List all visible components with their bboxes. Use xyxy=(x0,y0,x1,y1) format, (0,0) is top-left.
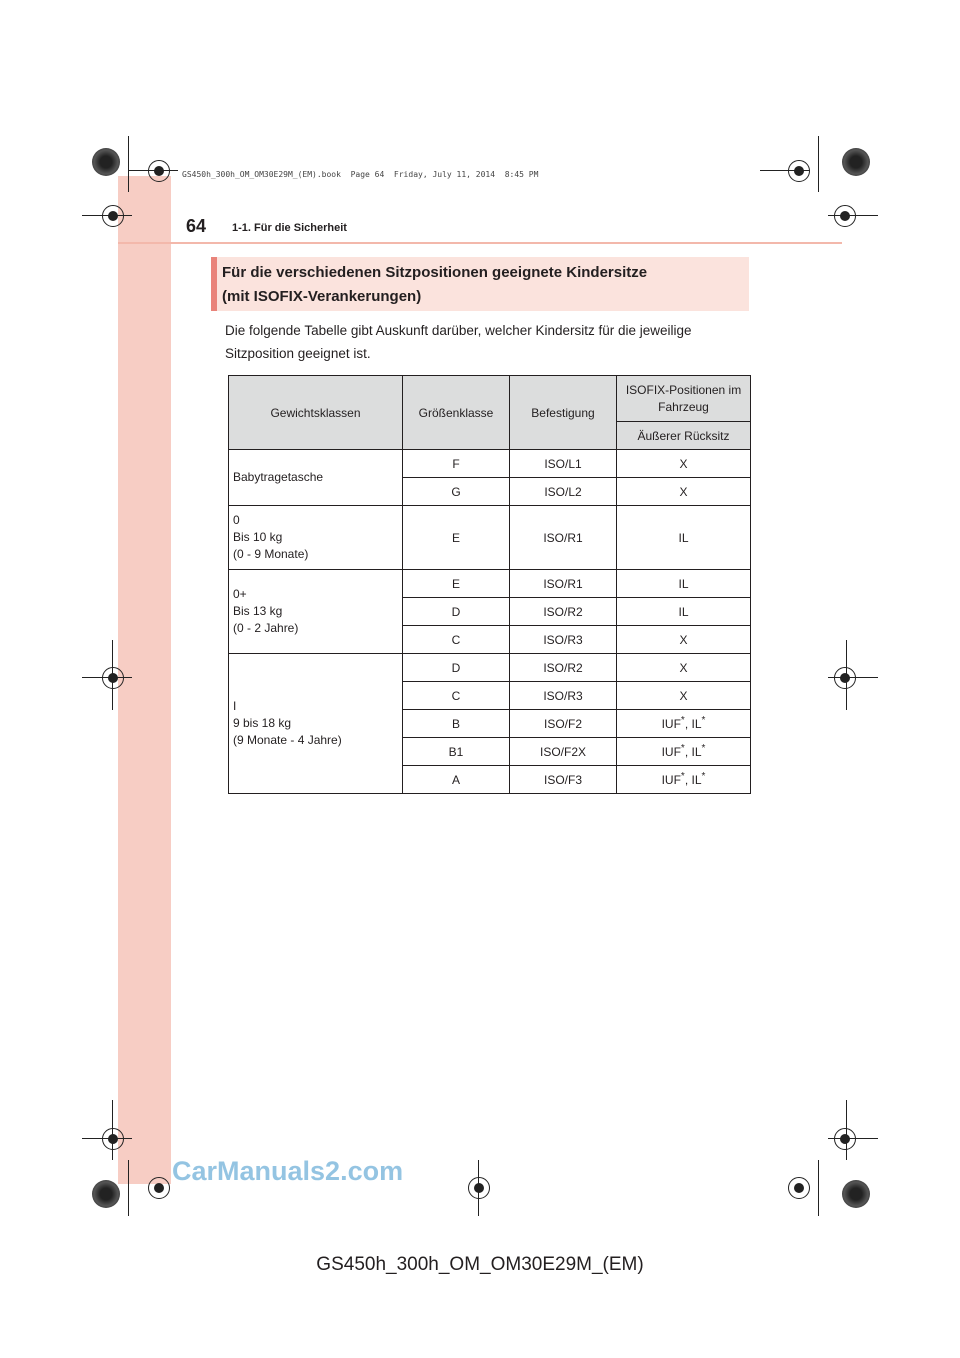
crosshair-icon xyxy=(788,160,810,182)
heading-line-2: (mit ISOFIX-Verankerungen) xyxy=(222,288,422,305)
fixture-cell: ISO/L2 xyxy=(510,478,617,506)
crop-mark xyxy=(82,677,132,678)
crop-mark xyxy=(128,170,178,171)
crosshair-icon xyxy=(834,1128,856,1150)
crosshair-icon xyxy=(468,1177,490,1199)
suitability-cell: X xyxy=(617,478,751,506)
fixture-cell: ISO/R2 xyxy=(510,598,617,626)
crop-mark xyxy=(112,640,113,710)
fixture-cell: ISO/F2 xyxy=(510,710,617,738)
crop-mark xyxy=(128,1160,129,1216)
size-class-cell: E xyxy=(403,570,510,598)
crosshair-icon xyxy=(148,160,170,182)
suitability-cell: IUF*, IL* xyxy=(617,766,751,794)
crosshair-icon xyxy=(102,667,124,689)
size-class-cell: A xyxy=(403,766,510,794)
weight-class-cell xyxy=(229,450,403,506)
intro-paragraph: Die folgende Tabelle gibt Auskunft darüber, welcher Kindersitz für die jeweilige Sitzposition geeignet ist. xyxy=(225,323,692,361)
crop-mark xyxy=(818,136,819,192)
crop-mark xyxy=(818,1160,819,1216)
weight-class-line: 9 bis 18 kg xyxy=(233,716,292,730)
section-heading xyxy=(222,261,647,309)
size-class-cell: C xyxy=(403,682,510,710)
crop-mark xyxy=(128,136,129,192)
footnote-marker: * xyxy=(701,770,706,782)
fixture-cell: ISO/R2 xyxy=(510,654,617,682)
fixture-cell: ISO/R3 xyxy=(510,682,617,710)
suitability-cell: IL xyxy=(617,598,751,626)
crop-mark xyxy=(828,677,878,678)
crosshair-icon xyxy=(148,1177,170,1199)
registration-sun-icon xyxy=(842,1180,870,1208)
weight-class-cell xyxy=(229,654,403,794)
header-fixture: Befestigung xyxy=(510,376,617,450)
header-weight-class: Gewichtsklassen xyxy=(229,376,403,450)
header-isofix-positions: ISOFIX-Positionen im Fahrzeug xyxy=(617,376,751,422)
size-class-cell: D xyxy=(403,654,510,682)
crop-mark xyxy=(478,1160,479,1216)
crop-mark xyxy=(112,1100,113,1160)
size-class-cell: E xyxy=(403,506,510,570)
fixture-cell: ISO/R1 xyxy=(510,506,617,570)
weight-class-line: (0 - 2 Jahre) xyxy=(233,621,299,635)
table-row xyxy=(229,654,751,682)
suitability-cell: X xyxy=(617,682,751,710)
footnote-marker: * xyxy=(680,714,685,726)
isofix-table xyxy=(228,375,751,794)
fixture-cell: ISO/R1 xyxy=(510,570,617,598)
table-row xyxy=(229,570,751,598)
size-class-cell: F xyxy=(403,450,510,478)
size-class-cell: B xyxy=(403,710,510,738)
crosshair-icon xyxy=(102,205,124,227)
footnote-marker: * xyxy=(680,742,685,754)
crosshair-icon xyxy=(788,1177,810,1199)
table-row xyxy=(229,450,751,478)
watermark-logo: CarManuals2.com xyxy=(172,1156,404,1186)
weight-class-line: Babytragetasche xyxy=(233,470,324,484)
weight-class-cell xyxy=(229,570,403,654)
weight-class-line: Bis 13 kg xyxy=(233,604,283,618)
crop-mark xyxy=(846,1100,847,1160)
size-class-cell: C xyxy=(403,626,510,654)
weight-class-cell xyxy=(229,506,403,570)
suitability-cell: IUF*, IL* xyxy=(617,710,751,738)
footnote-marker: * xyxy=(701,742,706,754)
registration-sun-icon xyxy=(92,148,120,176)
suitability-cell: IUF*, IL* xyxy=(617,738,751,766)
suitability-cell: IL xyxy=(617,570,751,598)
crosshair-icon xyxy=(834,667,856,689)
footnote-marker: * xyxy=(701,714,706,726)
book-info: GS450h_300h_OM_OM30E29M_(EM).book Page 64 Friday, July 11, 2014 8:45 PM xyxy=(182,170,539,179)
crop-mark xyxy=(82,215,132,216)
registration-sun-icon xyxy=(842,148,870,176)
crop-mark xyxy=(760,170,810,171)
crop-mark xyxy=(828,215,878,216)
weight-class-line: Bis 10 kg xyxy=(233,530,283,544)
suitability-cell: IL xyxy=(617,506,751,570)
page-number: 64 xyxy=(186,216,207,236)
crop-mark xyxy=(846,640,847,710)
weight-class-line: (9 Monate - 4 Jahre) xyxy=(233,733,342,747)
fixture-cell: ISO/F2X xyxy=(510,738,617,766)
header-rule xyxy=(118,242,842,244)
size-class-cell: D xyxy=(403,598,510,626)
header-size-class: Größenklasse xyxy=(403,376,510,450)
fixture-cell: ISO/F3 xyxy=(510,766,617,794)
footer-doc-code: GS450h_300h_OM_OM30E29M_(EM) xyxy=(316,1254,644,1275)
heading-line-1: Für die verschiedenen Sitzpositionen geeignete Kindersitze xyxy=(222,264,648,281)
crop-mark xyxy=(82,1138,132,1139)
crosshair-icon xyxy=(102,1128,124,1150)
footnote-marker: * xyxy=(680,770,685,782)
suitability-cell: X xyxy=(617,654,751,682)
size-class-cell: G xyxy=(403,478,510,506)
suitability-cell: X xyxy=(617,450,751,478)
weight-class-line: I xyxy=(233,699,237,713)
weight-class-line: 0+ xyxy=(233,587,247,601)
size-class-cell: B1 xyxy=(403,738,510,766)
suitability-cell: X xyxy=(617,626,751,654)
crop-mark xyxy=(828,1138,878,1139)
table-row xyxy=(229,506,751,570)
side-color-strip xyxy=(118,176,171,1184)
header-outer-rear-seat: Äußerer Rücksitz xyxy=(617,422,751,450)
fixture-cell: ISO/R3 xyxy=(510,626,617,654)
registration-sun-icon xyxy=(92,1180,120,1208)
weight-class-line: 0 xyxy=(233,513,240,527)
crosshair-icon xyxy=(834,205,856,227)
fixture-cell: ISO/L1 xyxy=(510,450,617,478)
section-title: 1-1. Für die Sicherheit xyxy=(232,222,347,234)
weight-class-line: (0 - 9 Monate) xyxy=(233,547,309,561)
